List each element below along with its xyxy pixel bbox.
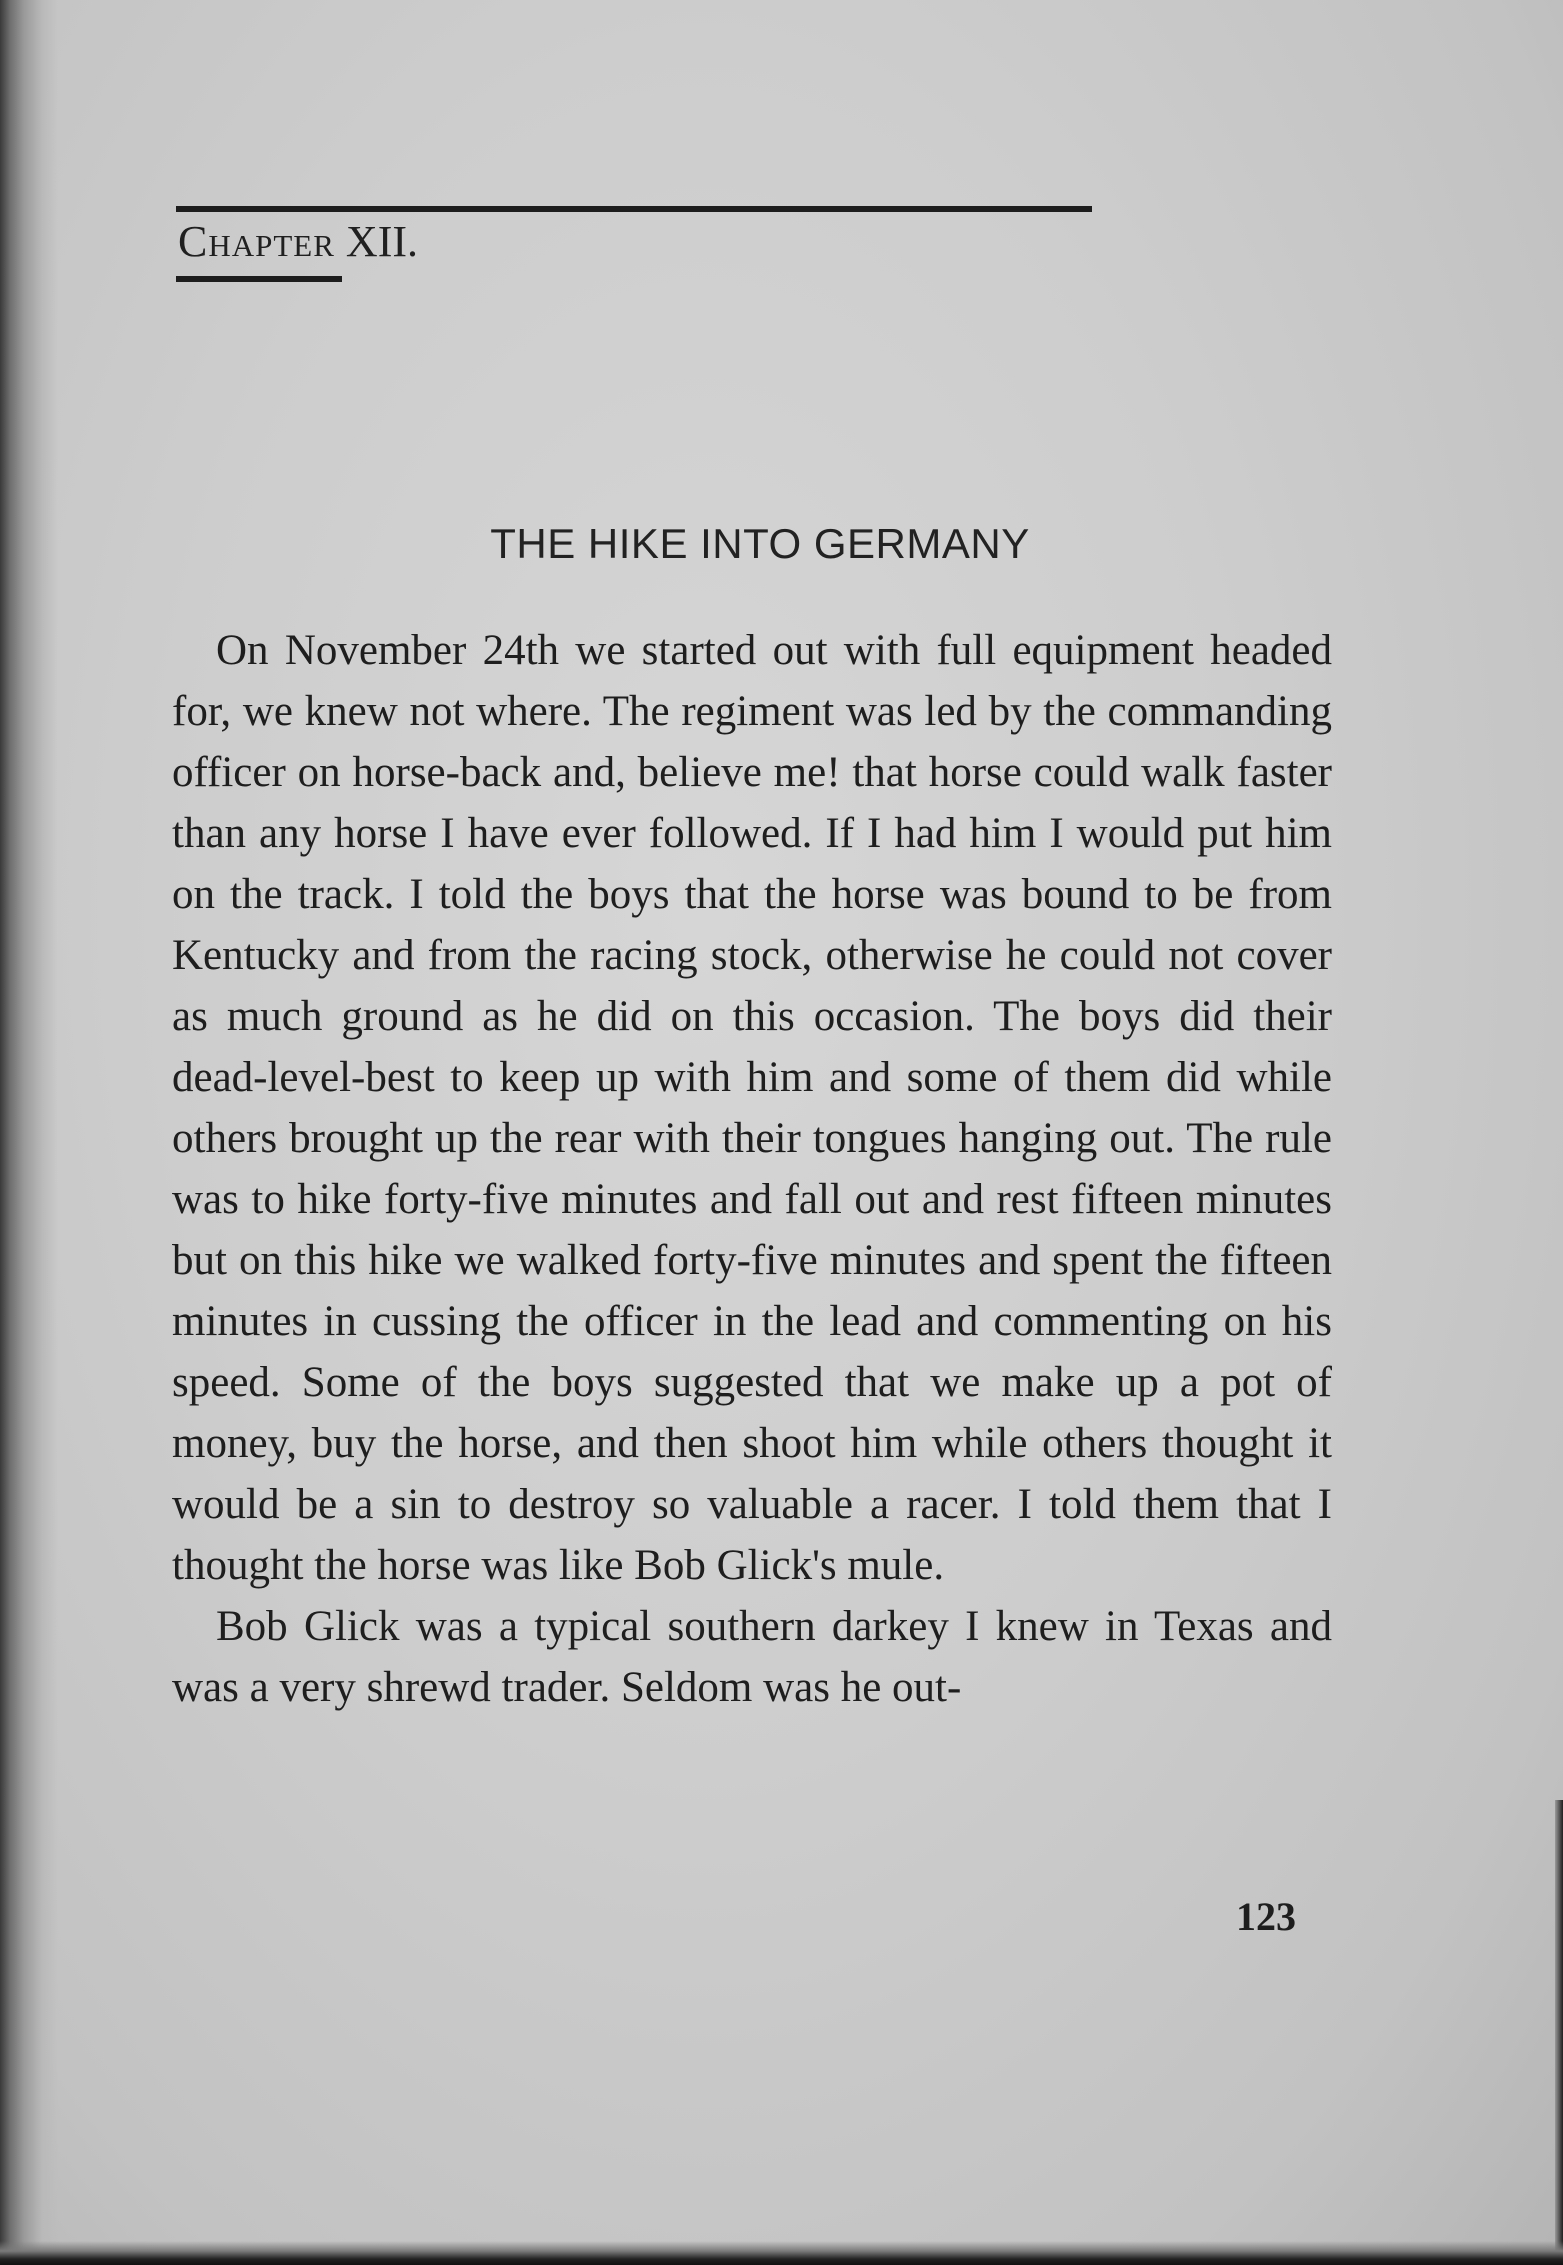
chapter-heading: [178, 216, 418, 267]
paragraph-1: On November 24th we started out with full equipment headed for, we knew not where. The regiment was led by the commanding officer on horse-back and, believe me! that horse could walk faster than any horse I have ever followed. If I had him I would put him on the track. I told the boys that the horse was bound to be from Kentucky and from the racing stock, otherwise he could not cover as much ground as he did on this occasion. The boys did their dead-level-best to keep up with him and some of them did while others brought up the rear with their tongues hanging out. The rule was to hike forty-five minutes and fall out and rest fifteen minutes but on this hike we walked forty-five minutes and spent the fifteen minutes in cussing the officer in the lead and commenting on his speed. Some of the boys suggested that we make up a pot of money, buy the horse, and then shoot him while others thought it would be a sin to destroy so valuable a racer. I told them that I thought the horse was like Bob Glick's mule.: [172, 627, 1332, 1589]
paragraph-2: Bob Glick was a typical southern darkey I knew in Texas and was a very shrewd trader. Seldom was he out-: [172, 1603, 1332, 1711]
chapter-rule-top: [176, 206, 1092, 212]
page-number: 123: [1236, 1894, 1296, 1939]
chapter-label: Chapter: [178, 217, 335, 266]
page-edge-right: [1555, 1800, 1563, 2265]
chapter-rule-bottom: [176, 276, 342, 282]
body-text: [172, 620, 1332, 1718]
chapter-title: THE HIKE INTO GERMANY: [490, 520, 1030, 567]
chapter-number: XII.: [345, 217, 419, 266]
binding-edge: [0, 0, 58, 2265]
page-edge-bottom: [0, 2241, 1563, 2265]
